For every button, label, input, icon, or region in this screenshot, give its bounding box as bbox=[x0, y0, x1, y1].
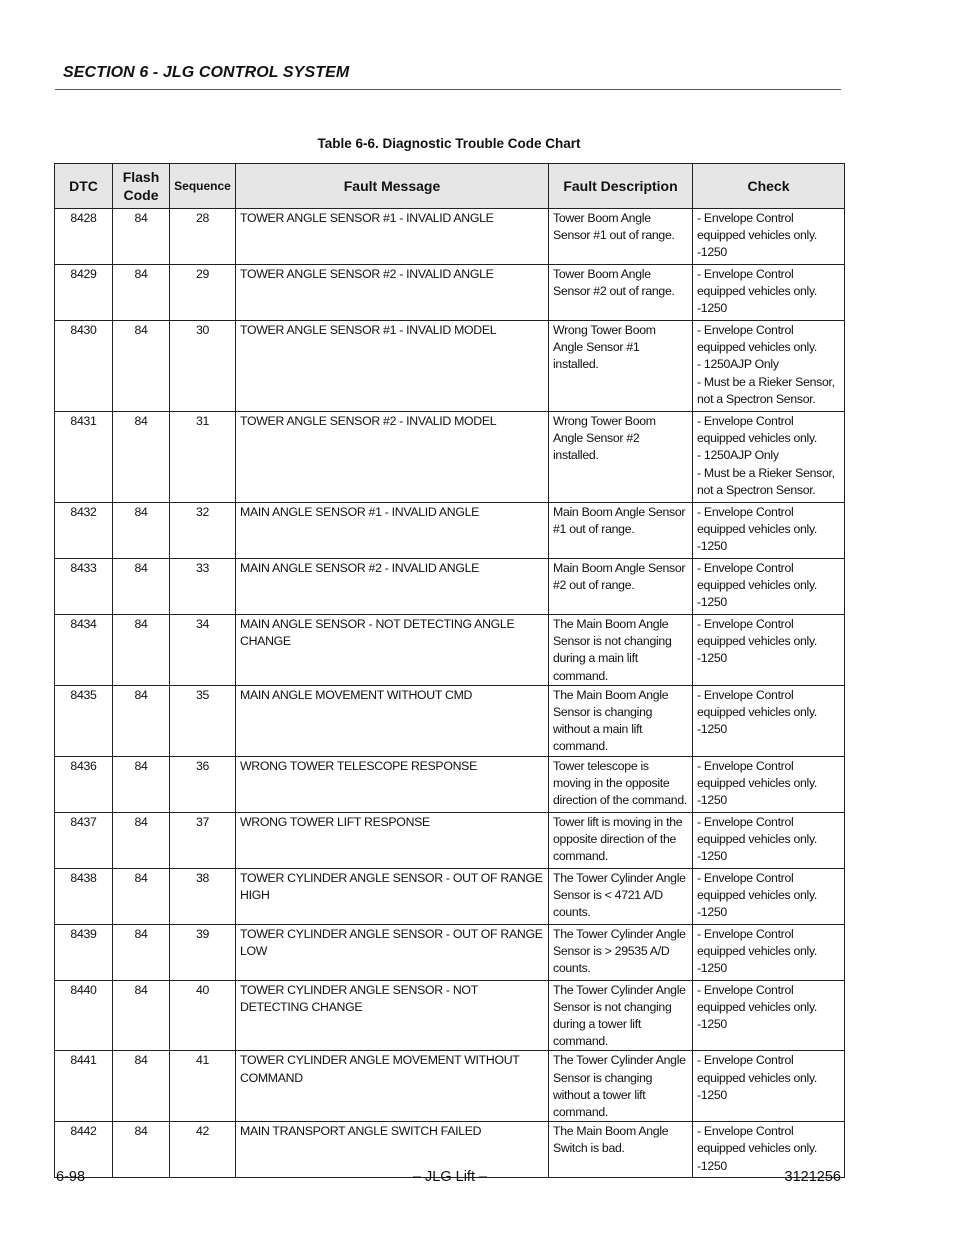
section-title: SECTION 6 - JLG CONTROL SYSTEM bbox=[63, 64, 350, 81]
cell-fault-description: Wrong Tower Boom Angle Sensor #2 installed. bbox=[549, 412, 693, 503]
cell-dtc: 8428 bbox=[55, 209, 113, 265]
cell-fault-message: MAIN ANGLE SENSOR #2 - INVALID ANGLE bbox=[236, 559, 549, 615]
cell-fault-message: TOWER ANGLE SENSOR #1 - INVALID MODEL bbox=[236, 321, 549, 412]
cell-fault-description: The Main Boom Angle Switch is bad. bbox=[549, 1122, 693, 1178]
cell-sequence: 37 bbox=[170, 812, 236, 868]
column-header-flash-code: Flash Code bbox=[113, 164, 170, 209]
cell-check: - Envelope Control equipped vehicles only. - 1250AJP Only - Must be a Rieker Sensor, not a Spectron Sensor. bbox=[693, 321, 845, 412]
cell-sequence: 29 bbox=[170, 265, 236, 321]
cell-fault-message: TOWER ANGLE SENSOR #1 - INVALID ANGLE bbox=[236, 209, 549, 265]
cell-check: - Envelope Control equipped vehicles only. -1250 bbox=[693, 265, 845, 321]
table-header-row bbox=[55, 164, 845, 209]
cell-dtc: 8431 bbox=[55, 412, 113, 503]
cell-check: - Envelope Control equipped vehicles only. -1250 bbox=[693, 685, 845, 756]
column-header-fault-message: Fault Message bbox=[236, 164, 549, 209]
cell-fault-message: MAIN ANGLE SENSOR #1 - INVALID ANGLE bbox=[236, 503, 549, 559]
cell-flash-code: 84 bbox=[113, 321, 170, 412]
cell-fault-description: The Tower Cylinder Angle Sensor is > 29535 A/D counts. bbox=[549, 924, 693, 980]
cell-flash-code: 84 bbox=[113, 209, 170, 265]
cell-dtc: 8438 bbox=[55, 868, 113, 924]
cell-check: - Envelope Control equipped vehicles only. -1250 bbox=[693, 980, 845, 1051]
cell-dtc: 8433 bbox=[55, 559, 113, 615]
cell-fault-description: Main Boom Angle Sensor #1 out of range. bbox=[549, 503, 693, 559]
document-number: 3121256 bbox=[784, 1169, 841, 1185]
cell-flash-code: 84 bbox=[113, 1051, 170, 1122]
table-title: Table 6-6. Diagnostic Trouble Code Chart bbox=[317, 136, 581, 151]
cell-dtc: 8437 bbox=[55, 812, 113, 868]
cell-check: - Envelope Control equipped vehicles only. -1250 bbox=[693, 756, 845, 812]
cell-flash-code: 84 bbox=[113, 756, 170, 812]
cell-sequence: 41 bbox=[170, 1051, 236, 1122]
cell-flash-code: 84 bbox=[113, 503, 170, 559]
table-body bbox=[55, 209, 845, 1178]
cell-fault-description: Tower lift is moving in the opposite direction of the command. bbox=[549, 812, 693, 868]
cell-flash-code: 84 bbox=[113, 412, 170, 503]
table-row bbox=[55, 756, 845, 812]
cell-sequence: 28 bbox=[170, 209, 236, 265]
cell-dtc: 8432 bbox=[55, 503, 113, 559]
cell-sequence: 42 bbox=[170, 1122, 236, 1178]
cell-sequence: 36 bbox=[170, 756, 236, 812]
footer-publisher: – JLG Lift – bbox=[412, 1169, 488, 1185]
cell-sequence: 40 bbox=[170, 980, 236, 1051]
cell-flash-code: 84 bbox=[113, 685, 170, 756]
cell-fault-message: MAIN TRANSPORT ANGLE SWITCH FAILED bbox=[236, 1122, 549, 1178]
cell-fault-message: TOWER CYLINDER ANGLE MOVEMENT WITHOUT COMMAND bbox=[236, 1051, 549, 1122]
table-row bbox=[55, 265, 845, 321]
cell-flash-code: 84 bbox=[113, 1122, 170, 1178]
cell-fault-description: Wrong Tower Boom Angle Sensor #1 installed. bbox=[549, 321, 693, 412]
cell-fault-message: TOWER ANGLE SENSOR #2 - INVALID MODEL bbox=[236, 412, 549, 503]
table-row bbox=[55, 615, 845, 686]
cell-fault-description: Main Boom Angle Sensor #2 out of range. bbox=[549, 559, 693, 615]
cell-fault-message: MAIN ANGLE SENSOR - NOT DETECTING ANGLE CHANGE bbox=[236, 615, 549, 686]
column-header-fault-description: Fault Description bbox=[549, 164, 693, 209]
cell-dtc: 8436 bbox=[55, 756, 113, 812]
cell-dtc: 8434 bbox=[55, 615, 113, 686]
table-row bbox=[55, 812, 845, 868]
cell-check: - Envelope Control equipped vehicles only. -1250 bbox=[693, 924, 845, 980]
cell-fault-message: TOWER ANGLE SENSOR #2 - INVALID ANGLE bbox=[236, 265, 549, 321]
table-row bbox=[55, 321, 845, 412]
cell-flash-code: 84 bbox=[113, 265, 170, 321]
header-divider bbox=[55, 89, 841, 90]
cell-dtc: 8435 bbox=[55, 685, 113, 756]
cell-check: - Envelope Control equipped vehicles only. - 1250AJP Only - Must be a Rieker Sensor, not a Spectron Sensor. bbox=[693, 412, 845, 503]
cell-dtc: 8439 bbox=[55, 924, 113, 980]
cell-fault-message: TOWER CYLINDER ANGLE SENSOR - OUT OF RANGE HIGH bbox=[236, 868, 549, 924]
table-row bbox=[55, 924, 845, 980]
cell-dtc: 8442 bbox=[55, 1122, 113, 1178]
table-row bbox=[55, 559, 845, 615]
cell-fault-message: TOWER CYLINDER ANGLE SENSOR - NOT DETECTING CHANGE bbox=[236, 980, 549, 1051]
cell-fault-description: The Tower Cylinder Angle Sensor is not changing during a tower lift command. bbox=[549, 980, 693, 1051]
cell-fault-message: TOWER CYLINDER ANGLE SENSOR - OUT OF RANGE LOW bbox=[236, 924, 549, 980]
cell-fault-message: MAIN ANGLE MOVEMENT WITHOUT CMD bbox=[236, 685, 549, 756]
cell-fault-description: The Main Boom Angle Sensor is changing without a main lift command. bbox=[549, 685, 693, 756]
cell-flash-code: 84 bbox=[113, 812, 170, 868]
cell-sequence: 31 bbox=[170, 412, 236, 503]
cell-sequence: 33 bbox=[170, 559, 236, 615]
cell-flash-code: 84 bbox=[113, 924, 170, 980]
cell-dtc: 8429 bbox=[55, 265, 113, 321]
cell-check: - Envelope Control equipped vehicles only. -1250 bbox=[693, 868, 845, 924]
cell-fault-description: The Main Boom Angle Sensor is not changing during a main lift command. bbox=[549, 615, 693, 686]
cell-check: - Envelope Control equipped vehicles only. -1250 bbox=[693, 559, 845, 615]
cell-check: - Envelope Control equipped vehicles only. -1250 bbox=[693, 1051, 845, 1122]
table-row bbox=[55, 503, 845, 559]
cell-flash-code: 84 bbox=[113, 868, 170, 924]
cell-fault-message: WRONG TOWER LIFT RESPONSE bbox=[236, 812, 549, 868]
cell-sequence: 32 bbox=[170, 503, 236, 559]
column-header-check: Check bbox=[693, 164, 845, 209]
cell-check: - Envelope Control equipped vehicles only. -1250 bbox=[693, 812, 845, 868]
dtc-table bbox=[54, 163, 845, 1178]
table-row bbox=[55, 209, 845, 265]
cell-flash-code: 84 bbox=[113, 559, 170, 615]
table-row bbox=[55, 980, 845, 1051]
cell-fault-description: Tower Boom Angle Sensor #2 out of range. bbox=[549, 265, 693, 321]
table-row bbox=[55, 1051, 845, 1122]
cell-sequence: 30 bbox=[170, 321, 236, 412]
cell-check: - Envelope Control equipped vehicles only. -1250 bbox=[693, 615, 845, 686]
column-header-sequence: Sequence bbox=[170, 164, 236, 209]
cell-sequence: 34 bbox=[170, 615, 236, 686]
cell-flash-code: 84 bbox=[113, 615, 170, 686]
cell-dtc: 8440 bbox=[55, 980, 113, 1051]
cell-fault-description: The Tower Cylinder Angle Sensor is < 4721 A/D counts. bbox=[549, 868, 693, 924]
cell-fault-message: WRONG TOWER TELESCOPE RESPONSE bbox=[236, 756, 549, 812]
column-header-dtc: DTC bbox=[55, 164, 113, 209]
cell-check: - Envelope Control equipped vehicles only. -1250 bbox=[693, 209, 845, 265]
table-row bbox=[55, 685, 845, 756]
cell-sequence: 38 bbox=[170, 868, 236, 924]
page-number: 6-98 bbox=[56, 1169, 86, 1185]
cell-dtc: 8430 bbox=[55, 321, 113, 412]
cell-check: - Envelope Control equipped vehicles only. -1250 bbox=[693, 503, 845, 559]
cell-dtc: 8441 bbox=[55, 1051, 113, 1122]
cell-sequence: 35 bbox=[170, 685, 236, 756]
table-row bbox=[55, 868, 845, 924]
cell-fault-description: Tower telescope is moving in the opposite direction of the command. bbox=[549, 756, 693, 812]
cell-fault-description: The Tower Cylinder Angle Sensor is changing without a tower lift command. bbox=[549, 1051, 693, 1122]
cell-flash-code: 84 bbox=[113, 980, 170, 1051]
cell-sequence: 39 bbox=[170, 924, 236, 980]
cell-check: - Envelope Control equipped vehicles only. -1250 bbox=[693, 1122, 845, 1178]
table-row bbox=[55, 412, 845, 503]
cell-fault-description: Tower Boom Angle Sensor #1 out of range. bbox=[549, 209, 693, 265]
